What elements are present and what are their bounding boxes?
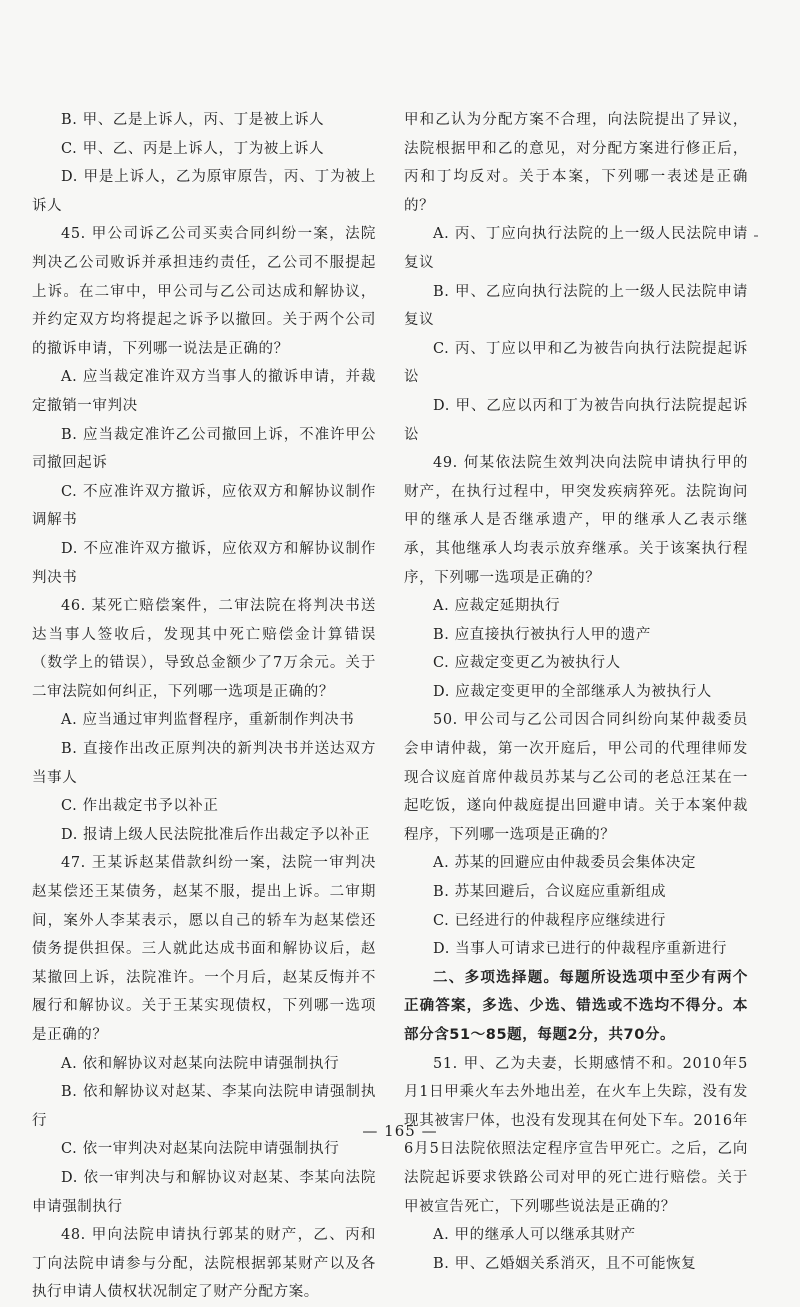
paragraph: 51. 甲、乙为夫妻，长期感情不和。2010年5月1日甲乘火车去外地出差，在火车上失踪，没有发现其被害尸体，也没有发现其在何处下车。2016年6月5日法院依照法定程序宣告甲死亡。之后，乙向法院起诉要求铁路公司对甲的死亡进行赔偿。关于甲被宣告死亡，下列哪些说法是正确的？ [404,1055,748,1215]
paragraph: C. 作出裁定书予以补正 [61,798,219,815]
paragraph: B. 甲、乙应向执行法院的上一级人民法院申请复议 [404,283,748,329]
paragraph: C. 甲、乙、丙是上诉人，丁为被上诉人 [61,140,325,157]
paragraph: D. 报请上级人民法院批准后作出裁定予以补正 [61,826,371,843]
paragraph: B. 苏某回避后，合议庭应重新组成 [433,884,667,901]
paragraph: C. 依一审判决对赵某向法院申请强制执行 [61,1141,340,1158]
paragraph: D. 依一审判决与和解协议对赵某、李某向法院申请强制执行 [32,1169,376,1215]
paragraph: D. 当事人可请求已进行的仲裁程序重新进行 [433,941,727,958]
paragraph: A. 甲的继承人可以继承其财产 [433,1227,636,1244]
paragraph: 46. 某死亡赔偿案件，二审法院在将判决书送达当事人签收后，发现其中死亡赔偿金计算错误（数学上的错误），导致总金额少了7万余元。关于二审法院如何纠正，下列哪一选项是正确的？ [32,598,376,700]
right-column [404,106,748,1278]
paragraph: C. 应裁定变更乙为被执行人 [433,655,621,672]
paragraph: 49. 何某依法院生效判决向法院申请执行甲的财产，在执行过程中，甲突发疾病猝死。法院询问甲的继承人是否继承遗产，甲的继承人乙表示继承，其他继承人均表示放弃继承。关于该案执行程序，下列哪一选项是正确的？ [404,455,748,586]
paragraph: A. 苏某的回避应由仲裁委员会集体决定 [433,855,697,872]
section-heading: 二、多项选择题。每题所设选项中至少有两个正确答案，多选、少选、错选或不选均不得分。本部分含51～85题，每题2分，共70分。 [404,969,748,1043]
paragraph: 48. 甲向法院申请执行郭某的财产，乙、丙和丁向法院申请参与分配，法院根据郭某财产以及各执行申请人债权状况制定了财产分配方案。 [32,1227,376,1301]
paragraph: A. 丙、丁应向执行法院的上一级人民法院申请复议 [404,226,748,271]
paragraph: 甲和乙认为分配方案不合理，向法院提出了异议，法院根据甲和乙的意见，对分配方案进行修正后，丙和丁均反对。关于本案，下列哪一表述是正确的？ [404,112,748,214]
paragraph: C. 丙、丁应以甲和乙为被告向执行法院提起诉讼 [404,340,748,386]
paragraph: 45. 甲公司诉乙公司买卖合同纠纷一案，法院判决乙公司败诉并承担违约责任，乙公司不服提起上诉。在二审中，甲公司与乙公司达成和解协议，并约定双方均将提起之诉予以撤回。关于两个公司的撤诉申请，下列哪一说法是正确的？ [32,226,376,357]
paragraph: A. 应当通过审判监督程序，重新制作判决书 [61,712,355,729]
paragraph: A. 应当裁定准许双方当事人的撤诉申请，并裁定撤销一审判决 [32,369,376,414]
paragraph: D. 甲是上诉人，乙为原审原告，丙、丁为被上诉人 [32,169,376,214]
paragraph: C. 不应准许双方撤诉，应依双方和解协议制作调解书 [32,483,376,529]
margin-mark [754,235,758,237]
paragraph: D. 应裁定变更甲的全部继承人为被执行人 [433,683,712,700]
paragraph: B. 甲、乙是上诉人，丙、丁是被上诉人 [61,112,325,128]
paragraph: C. 已经进行的仲裁程序应继续进行 [433,912,666,929]
paragraph: 47. 王某诉赵某借款纠纷一案，法院一审判决赵某偿还王某债务，赵某不服，提出上诉。二审期间，案外人李某表示，愿以自己的轿车为赵某偿还债务提供担保。三人就此达成书面和解协议后，赵某撤回上诉，法院准许。一个月后，赵某反悔并不履行和解协议。关于王某实现债权，下列哪一选项是正确的？ [32,855,376,1043]
paragraph: B. 依和解协议对赵某、李某向法院申请强制执行 [32,1084,376,1129]
paragraph: D. 甲、乙应以丙和丁为被告向执行法院提起诉讼 [404,397,748,443]
paragraph: B. 应直接执行被执行人甲的遗产 [433,626,651,643]
paragraph: B. 应当裁定准许乙公司撤回上诉，不准许甲公司撤回起诉 [32,426,376,472]
paragraph: D. 不应准许双方撤诉，应依双方和解协议制作判决书 [32,540,376,586]
paragraph: A. 依和解协议对赵某向法院申请强制执行 [61,1055,340,1072]
paragraph: B. 甲、乙婚姻关系消灭，且不可能恢复 [433,1255,697,1272]
paragraph: B. 直接作出改正原判决的新判决书并送达双方当事人 [32,741,376,786]
page-number: — 165 — [362,1122,438,1140]
paragraph: 50. 甲公司与乙公司因合同纠纷向某仲裁委员会申请仲裁，第一次开庭后，甲公司的代理律师发现合议庭首席仲裁员苏某与乙公司的老总汪某在一起吃饭，遂向仲裁庭提出回避申请。关于本案仲裁程序，下列哪一选项是正确的？ [404,712,748,843]
paragraph: A. 应裁定延期执行 [433,598,561,615]
